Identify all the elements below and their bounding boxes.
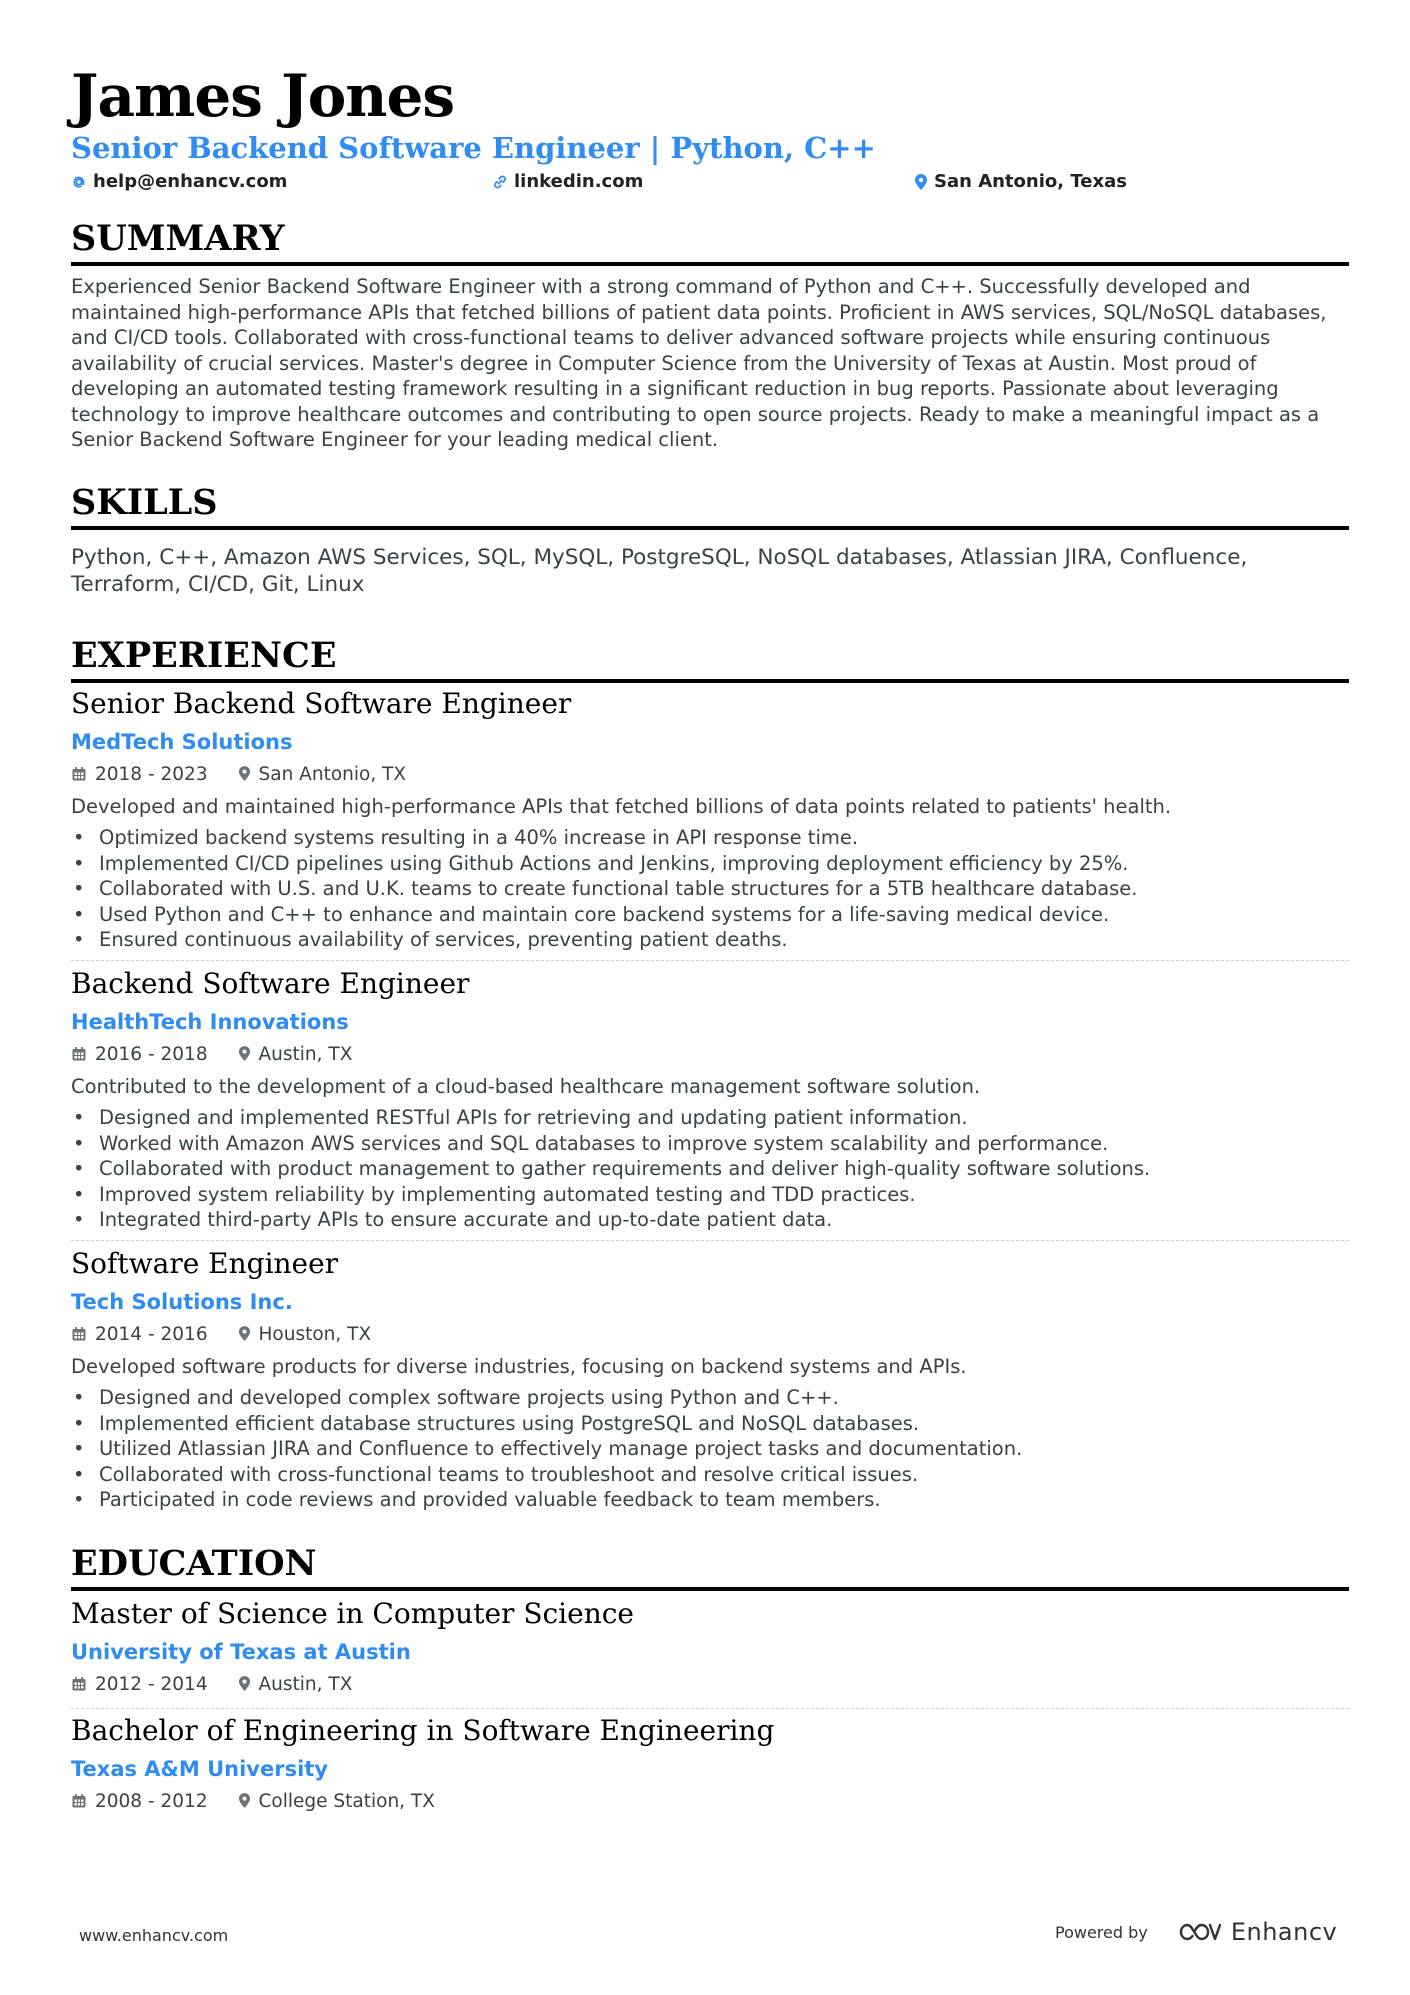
list-item: • Worked with Amazon AWS services and SQL databases to improve system scalability and performance. [71,1131,1150,1157]
summary-heading: SUMMARY [71,218,1349,266]
education-meta [71,1672,376,1698]
list-item: • Implemented efficient database structures using PostgreSQL and NoSQL databases. [71,1411,1022,1437]
job-location [238,1042,353,1068]
school-name: University of Texas at Austin [71,1640,411,1664]
job-dates-text: 2016 - 2018 [95,1044,208,1065]
divider [71,960,1349,961]
list-item: • Collaborated with product management to gather requirements and deliver high-quality software solutions. [71,1156,1150,1182]
education-dates-text: 2008 - 2012 [95,1791,208,1812]
education-dates-text: 2012 - 2014 [95,1674,208,1695]
school-name: Texas A&M University [71,1757,328,1781]
calendar-icon [71,766,87,782]
job-meta [71,1322,395,1348]
email-text: help@enhancv.com [93,171,288,192]
list-item: • Used Python and C++ to enhance and maintain core backend systems for a life-saving medical device. [71,902,1138,928]
job-location [238,1322,372,1348]
job-company: MedTech Solutions [71,730,293,754]
map-pin-icon [238,765,251,782]
at-icon [71,174,87,190]
job-location-text: Houston, TX [258,1324,372,1345]
job-dates [71,1322,208,1348]
education-location [238,1672,353,1698]
list-item: • Collaborated with cross-functional teams to troubleshoot and resolve critical issues. [71,1462,1022,1488]
list-item: • Designed and developed complex software projects using Python and C++. [71,1385,1022,1411]
calendar-icon [71,1046,87,1062]
footer-branding[interactable] [1055,1918,1337,1950]
contact-location [914,169,1127,195]
divider [71,1708,1349,1709]
job-description: Developed and maintained high-performance APIs that fetched billions of data points related to patients' health. [71,795,1172,818]
job-dates-text: 2014 - 2016 [95,1324,208,1345]
job-title: Software Engineer [71,1247,339,1280]
list-item: • Improved system reliability by implementing automated testing and TDD practices. [71,1182,1150,1208]
job-title: Backend Software Engineer [71,967,470,1000]
job-company: Tech Solutions Inc. [71,1290,293,1314]
job-company: HealthTech Innovations [71,1010,349,1034]
skills-text: Python, C++, Amazon AWS Services, SQL, MySQL, PostgreSQL, NoSQL databases, Atlassian JIRA, Confluence, Terraform, CI/CD, Git, Linux [71,545,1248,597]
calendar-icon [71,1676,87,1692]
job-location [238,762,407,788]
list-item: • Optimized backend systems resulting in a 40% increase in API response time. [71,825,1138,851]
powered-by-label: Powered by [1055,1922,1148,1942]
summary-text: Experienced Senior Backend Software Engineer with a strong command of Python and C++. Successfully developed and maintained high-performance APIs that fetched billions of patient data points. Proficient in AWS services, SQL/NoSQL databases, and CI/CD tools. Collaborated with cross-functional teams to deliver advanced software projects while ensuring continuous availability of crucial services. Master's degree in Computer Science from the University of Texas at Austin. Most proud of developing an automated testing framework resulting in a significant reduction in bug reports. Passionate about leveraging technology to improve healthcare outcomes and contributing to open source projects. Ready to make a meaningful impact as a Senior Backend Software Engineer for your leading medical client. [71,275,1327,451]
education-location-text: Austin, TX [258,1674,353,1695]
divider [71,1240,1349,1241]
list-item: • Participated in code reviews and provided valuable feedback to team members. [71,1487,1022,1513]
job-location-text: Austin, TX [258,1044,353,1065]
job-location-text: San Antonio, TX [258,764,407,785]
brand-name: Enhancv [1230,1918,1338,1946]
enhancv-logo-icon [1177,1920,1223,1944]
education-location [238,1789,435,1815]
education-meta [71,1789,459,1815]
skills-heading: SKILLS [71,482,1349,530]
job-dates [71,1042,208,1068]
candidate-name: James Jones [71,62,454,130]
list-item: • Designed and implemented RESTful APIs for retrieving and updating patient information. [71,1105,1150,1131]
location-text: San Antonio, Texas [934,171,1127,192]
job-dates-text: 2018 - 2023 [95,764,208,785]
job-dates [71,762,208,788]
job-meta [71,1042,376,1068]
calendar-icon [71,1326,87,1342]
experience-heading: EXPERIENCE [71,635,1349,683]
linkedin-text: linkedin.com [514,171,644,192]
contact-row [71,169,1349,195]
map-pin-icon [238,1325,251,1342]
education-heading: EDUCATION [71,1543,1349,1591]
calendar-icon [71,1793,87,1809]
job-bullets [71,1385,1022,1513]
education-dates [71,1672,208,1698]
link-icon [492,174,508,190]
list-item: • Ensured continuous availability of services, preventing patient deaths. [71,927,1138,953]
job-title: Senior Backend Software Engineer [71,687,572,720]
education-dates [71,1789,208,1815]
degree-title: Bachelor of Engineering in Software Engineering [71,1714,775,1747]
degree-title: Master of Science in Computer Science [71,1597,634,1630]
job-description: Contributed to the development of a cloud-based healthcare management software solution. [71,1075,981,1098]
list-item: • Integrated third-party APIs to ensure accurate and up-to-date patient data. [71,1207,1150,1233]
footer-website[interactable]: www.enhancv.com [79,1926,229,1945]
job-description: Developed software products for diverse industries, focusing on backend systems and APIs. [71,1355,967,1378]
job-bullets [71,1105,1150,1233]
job-bullets [71,825,1138,953]
map-pin-icon [914,173,928,191]
candidate-title: Senior Backend Software Engineer | Python, C++ [71,131,876,165]
list-item: • Utilized Atlassian JIRA and Confluence to effectively manage project tasks and documentation. [71,1436,1022,1462]
job-meta [71,762,430,788]
education-location-text: College Station, TX [258,1791,435,1812]
map-pin-icon [238,1675,251,1692]
contact-email[interactable] [71,169,287,195]
map-pin-icon [238,1045,251,1062]
list-item: • Implemented CI/CD pipelines using Github Actions and Jenkins, improving deployment efficiency by 25%. [71,851,1138,877]
map-pin-icon [238,1792,251,1809]
list-item: • Collaborated with U.S. and U.K. teams to create functional table structures for a 5TB healthcare database. [71,876,1138,902]
contact-linkedin[interactable] [492,169,643,195]
